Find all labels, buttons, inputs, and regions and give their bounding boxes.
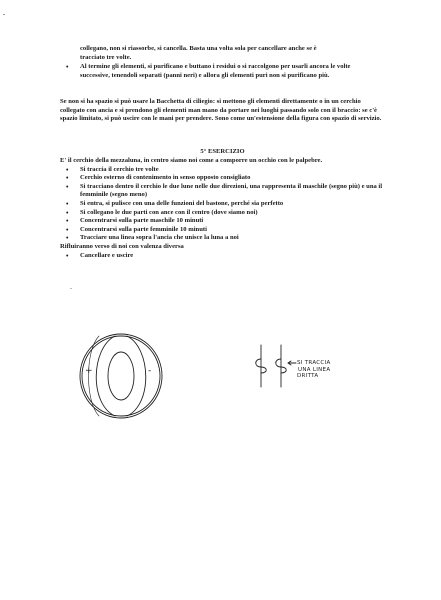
center-eye <box>108 352 134 400</box>
list-item: • Al termine gli elementi, si purificano e buttano i residui o si raccolgono per usarli ancora le volte successive, tenendoli separati (panni neri) e allora gli elementi puri non si purificano più. <box>60 63 378 80</box>
outer-circle <box>80 334 162 418</box>
list-item: • Si entra, si pulisce con una delle funzioni del bastone, perché sia perfetto <box>60 200 385 209</box>
list-item-continued <box>80 45 380 62</box>
exercise-title: 5° ESERCIZIO <box>200 148 245 155</box>
top-bullet-section <box>80 45 380 62</box>
list-item: • Si collegano le due parti con ance con il centro (dove siamo noi) <box>60 209 385 218</box>
list-item: • Si tracciano dentro il cerchio le due lune nelle due direzioni, una rappresenta il maschile (segno più) e una il femminile (segno meno) <box>60 183 385 200</box>
line-symbol-drawing <box>252 345 302 395</box>
item-text: tracciato tre volte. <box>80 53 132 61</box>
top-bullet-list <box>60 63 378 80</box>
list-item: • Si traccia il cerchio tre volte <box>60 166 385 175</box>
scan-speck <box>70 288 72 289</box>
minus-sign: - <box>148 366 152 376</box>
plus-sign: + <box>85 366 93 376</box>
item-text: collegano, non si riassorbe, si cancella. Basta una volta sola per cancellare anche se è <box>80 45 317 52</box>
left-crescent <box>96 336 115 416</box>
list-item: • Tracciare una linea sopra l'ancia che unisce la luna a noi <box>60 234 385 243</box>
scan-speck <box>3 14 5 15</box>
exercise-body <box>60 157 385 260</box>
outer-circle-trace <box>82 336 160 416</box>
paragraph-text: Se non si ha spazio si può usare la Bacchetta di ciliegio: si mettono gli elementi direttamente o in un cerchio collegato con ancia e si prendono gli elementi man mano da portare nei luoghi passando solo con il braccio: se c'è spazio limitato, si può uscire con le mani per prendere. Sono come un'estensione della figura con spazio di servizio. <box>60 98 382 123</box>
exercise-steps <box>60 166 385 243</box>
exercise-intro: E' il cerchio della mezzaluna, in centro siamo noi come a comporre un occhio con le palpebre. <box>60 157 323 164</box>
final-steps <box>60 252 385 261</box>
return-line: Rifluiranno verso di noi con valenza diversa <box>60 242 184 250</box>
list-item: • Cancellare e uscire <box>60 252 385 261</box>
right-crescent <box>127 336 146 416</box>
drawing-note: SI TRACCIA UNA LINEA DRITTA <box>297 360 331 379</box>
list-item: • Concentrarsi sulla parte maschile 10 minuti <box>60 217 385 226</box>
list-item: • Cerchio esterno di contenimento in senso opposto consigliato <box>60 174 385 183</box>
list-item: • Concentrarsi sulla parte femminile 10 minuti <box>60 226 385 235</box>
body-paragraph <box>60 98 385 124</box>
